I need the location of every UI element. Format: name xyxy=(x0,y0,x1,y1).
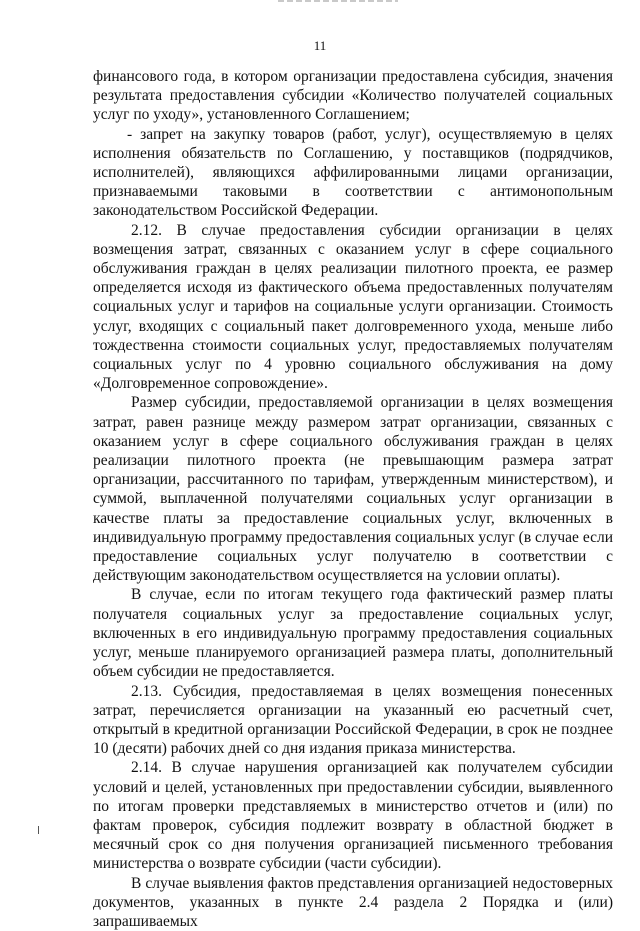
document-body xyxy=(93,67,613,931)
margin-mark xyxy=(38,826,39,834)
paragraph-subsidy-amount: Размер субсидии, предоставляемой организации в целях возмещения затрат, равен разнице между размером затрат организации, связанных с оказанием услуг в сфере социального обслуживания граждан в целях реализации пилотного проекта (не превышающим размера затрат организации, рассчитанного по тарифам, утвержденным министерством), и суммой, выплаченной получателями социальных услуг организации в качестве платы за предоставление социальных услуг, включенных в индивидуальную программу предоставления социальных услуг (в случае если предоставление социальных услуг получателю в соответствии с действующим законодательством осуществляется на условии оплаты). xyxy=(93,394,613,585)
paragraph-false-documents: В случае выявления фактов представления организацией недостоверных документов, указанных в пункте 2.4 раздела 2 Порядка и (или) запрашиваемых xyxy=(93,874,613,930)
page-number: 11 xyxy=(313,38,327,53)
paragraph-prohibition-item: - запрет на закупку товаров (работ, услуг), осуществляемую в целях исполнения обязательств по Соглашению, у поставщиков (подрядчиков, исполнителей), являющихся аффилированными лицами организации, признаваемыми таковыми в соответствии с антимонопольным законодательством Российской Федерации. xyxy=(93,125,613,220)
paragraph-2-12: 2.12. В случае предоставления субсидии организации в целях возмещения затрат, связанных с оказанием услуг в сфере социального обслуживания граждан в целях реализации пилотного проекта, ее размер определяется исходя из фактического объема предоставленных получателям социальных услуг и тарифов на социальные услуги организации. Стоимость услуг, входящих с социальный пакет долговременного ухода, меньше либо тождественна стоимости социальных услуг, предоставляемых получателям социальных услуг по 4 уровню социального обслуживания на дому «Долговременное сопровождение». xyxy=(93,221,613,393)
paragraph-2-13: 2.13. Субсидия, предоставляемая в целях возмещения понесенных затрат, перечисляется организации на указанный ею расчетный счет, открытый в кредитной организации Российской Федерации, в срок не позднее 10 (десяти) рабочих дней со дня издания приказа министерства. xyxy=(93,682,613,758)
paragraph-2-14: 2.14. В случае нарушения организацией как получателем субсидии условий и целей, установленных при предоставлении субсидии, выявленного по итогам проверки представляемых в министерство отчетов и (или) по фактам проверок, субсидия подлежит возврату в областной бюджет в месячный срок со дня получения организацией письменного требования министерства о возврате субсидии (части субсидии). xyxy=(93,759,613,873)
paragraph-continued: финансового года, в котором организации предоставлена субсидия, значения результата предоставления субсидии «Количество получателей социальных услуг по уходу», установленного Соглашением; xyxy=(93,68,613,124)
paragraph-actual-payment: В случае, если по итогам текущего года фактический размер платы получателя социальных услуг за предоставление социальных услуг, включенных в его индивидуальную программу предоставления социальных услуг, меньше планируемого организацией размера платы, дополнительный объем субсидии не предоставляется. xyxy=(93,586,613,681)
scan-top-mark xyxy=(278,0,398,2)
